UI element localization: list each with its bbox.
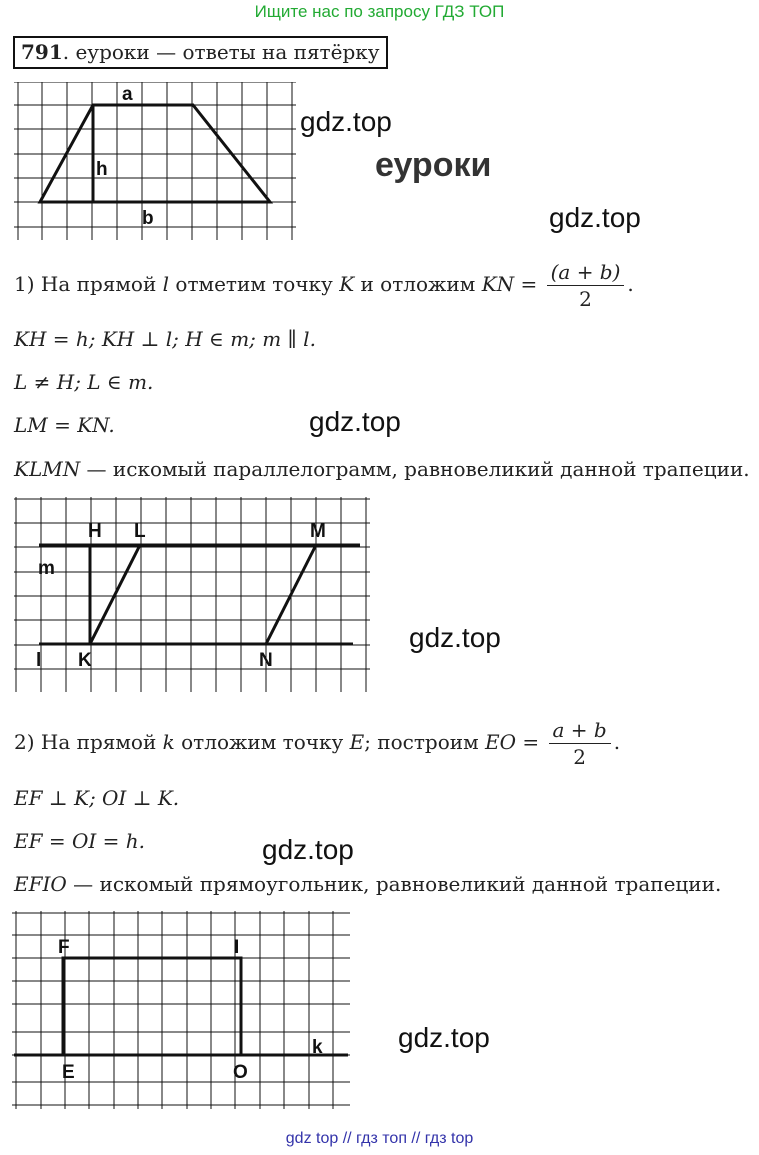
label-L: L bbox=[134, 521, 146, 542]
search-banner[interactable]: Ищите нас по запросу ГДЗ ТОП bbox=[254, 2, 505, 21]
rectangle-shape bbox=[63, 958, 241, 1055]
label-H: H bbox=[88, 521, 102, 542]
part1-line4: LM = KN. bbox=[14, 413, 115, 437]
label-E: E bbox=[62, 1062, 75, 1083]
part2-line1-prefix: 2) На прямой bbox=[14, 730, 163, 754]
label-l: l bbox=[36, 650, 42, 671]
rectangle-figure bbox=[12, 911, 350, 1109]
part1-line5 bbox=[14, 457, 750, 481]
label-k: k bbox=[312, 1037, 323, 1058]
line-k-symbol: k bbox=[162, 730, 175, 754]
point-K-symbol: K bbox=[339, 272, 355, 296]
watermark-gdz-3: gdz.top bbox=[309, 406, 401, 437]
fraction-numerator: (a + b) bbox=[547, 260, 625, 286]
parallelogram-figure bbox=[14, 497, 370, 692]
part1-line1 bbox=[14, 260, 634, 311]
part2-line1-mid2: ; построим bbox=[364, 730, 486, 754]
part2-line2: EF ⊥ K; OI ⊥ K. bbox=[14, 786, 180, 810]
eo-expression: EO = bbox=[485, 730, 540, 754]
footer-links[interactable]: gdz top // гдз топ // гдз top bbox=[285, 1130, 474, 1147]
part1-line5-text: — искомый параллелограмм, равновеликий данной трапеции. bbox=[80, 457, 750, 481]
watermark-gdz-6: gdz.top bbox=[398, 1022, 490, 1053]
label-O: O bbox=[233, 1062, 248, 1083]
task-title: . еуроки — ответы на пятёрку bbox=[62, 40, 380, 64]
klmn-symbol: KLMN bbox=[14, 457, 81, 481]
trapezoid-figure bbox=[14, 82, 296, 240]
watermark-gdz-4: gdz.top bbox=[409, 622, 501, 653]
watermark-gdz-1: gdz.top bbox=[300, 106, 392, 137]
part2-line1 bbox=[14, 718, 620, 769]
label-a: a bbox=[122, 84, 133, 105]
efio-symbol: EFIO bbox=[14, 872, 67, 896]
part1-line2: KH = h; KH ⊥ l; H ∈ m; m ∥ l. bbox=[14, 327, 316, 351]
task-number: 791 bbox=[21, 40, 63, 64]
fraction-denominator-2: 2 bbox=[573, 745, 586, 769]
part1-line1-mid: отметим точку bbox=[169, 272, 340, 296]
label-M: M bbox=[310, 521, 326, 542]
part1-line1-mid2: и отложим bbox=[354, 272, 482, 296]
part2-line1-end: . bbox=[613, 730, 621, 754]
part2-line3: EF = OI = h. bbox=[14, 829, 145, 853]
fraction-numerator-2: a + b bbox=[549, 718, 611, 744]
watermark-gdz-2: gdz.top bbox=[549, 202, 641, 233]
watermark-gdz-5: gdz.top bbox=[262, 834, 354, 865]
fraction-denominator: 2 bbox=[579, 287, 592, 311]
label-K: K bbox=[78, 650, 92, 671]
part1-line3: L ≠ H; L ∈ m. bbox=[14, 370, 154, 394]
segment-KL bbox=[90, 545, 140, 644]
label-h: h bbox=[96, 159, 108, 180]
part2-line4-text: — искомый прямоугольник, равновеликий данной трапеции. bbox=[66, 872, 722, 896]
line-l-symbol: l bbox=[162, 272, 170, 296]
part1-line1-prefix: 1) На прямой bbox=[14, 272, 163, 296]
label-b: b bbox=[142, 208, 154, 229]
task-header bbox=[13, 36, 388, 69]
part1-line1-end: . bbox=[627, 272, 634, 296]
label-N: N bbox=[259, 650, 273, 671]
label-I: I bbox=[234, 937, 240, 958]
label-m: m bbox=[38, 558, 55, 579]
part2-line4 bbox=[14, 872, 721, 896]
part2-line1-mid: отложим точку bbox=[174, 730, 350, 754]
watermark-brand: еуроки bbox=[375, 146, 492, 184]
fraction-a-plus-b bbox=[547, 260, 625, 311]
fraction-a-plus-b-2 bbox=[549, 718, 611, 769]
label-F: F bbox=[58, 937, 70, 958]
point-E-symbol: E bbox=[349, 730, 365, 754]
kn-expression: KN = bbox=[481, 272, 538, 296]
